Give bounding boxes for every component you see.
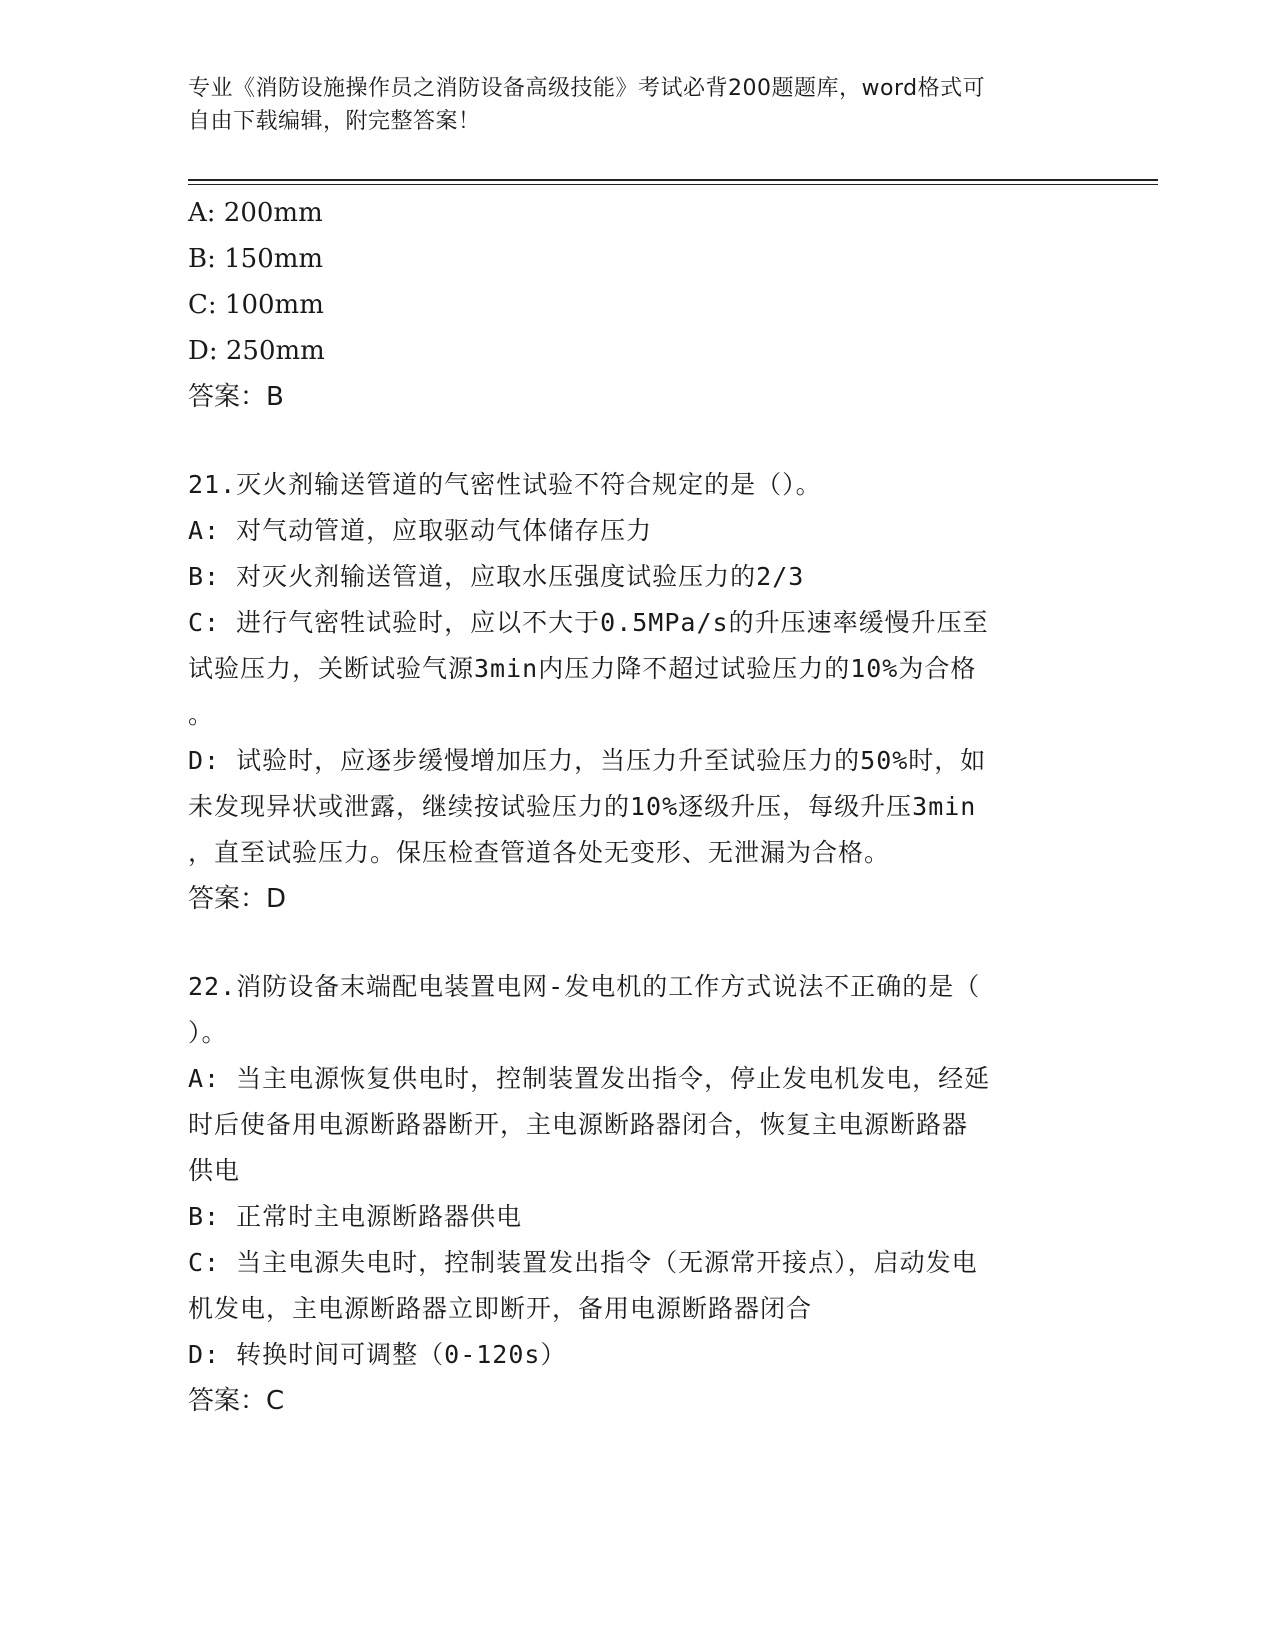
option-a-line-1: A: 当主电源恢复供电时，控制装置发出指令，停止发电机发电，经延 (188, 1064, 991, 1093)
spacer (188, 420, 1068, 462)
option-c-line-3: 。 (188, 700, 215, 729)
option-c: C: 100mm (188, 290, 324, 320)
document-header (188, 72, 1068, 138)
option-a-line-2: 时后使备用电源断路器断开，主电源断路器闭合，恢复主电源断路器 (188, 1110, 969, 1139)
answer-line: 答案：C (188, 1386, 285, 1416)
option-a: A: 200mm (188, 198, 323, 228)
option-b: B: 对灭火剂输送管道，应取水压强度试验压力的2/3 (188, 562, 805, 591)
question-21 (188, 462, 1068, 922)
option-d-line-3: ，直至试验压力。保压检查管道各处无变形、无泄漏为合格。 (188, 838, 891, 867)
header-divider-thick (188, 179, 1158, 181)
option-d-line-1: D: 试验时，应逐步缓慢增加压力，当压力升至试验压力的50%时，如 (188, 746, 987, 775)
option-a-line-3: 供电 (188, 1156, 241, 1185)
answer-line: 答案：B (188, 382, 284, 412)
header-title-line-2: 自由下载编辑，附完整答案！ (188, 109, 481, 134)
question-22 (188, 964, 1068, 1424)
option-c-line-1: C: 当主电源失电时，控制装置发出指令（无源常开接点），启动发电 (188, 1248, 978, 1277)
question-text-line-1: 22.消防设备末端配电装置电网-发电机的工作方式说法不正确的是（ (188, 972, 981, 1001)
question-text-line-2: ）。 (188, 1018, 228, 1047)
option-c-line-2: 试验压力，关断试验气源3min内压力降不超过试验压力的10%为合格 (188, 654, 977, 683)
question-text: 21.灭火剂输送管道的气密性试验不符合规定的是（）。 (188, 470, 822, 499)
option-a: A: 对气动管道，应取驱动气体储存压力 (188, 516, 653, 545)
option-d: D: 250mm (188, 336, 325, 366)
answer-line: 答案：D (188, 884, 287, 914)
option-b: B: 150mm (188, 244, 324, 274)
option-d: D: 转换时间可调整（0-120s） (188, 1340, 567, 1369)
option-b: B: 正常时主电源断路器供电 (188, 1202, 523, 1231)
document-body (188, 190, 1068, 1424)
spacer (188, 922, 1068, 964)
question-20-options (188, 190, 1068, 420)
option-c-line-2: 机发电，主电源断路器立即断开，备用电源断路器闭合 (188, 1294, 813, 1323)
option-d-line-2: 未发现异状或泄露，继续按试验压力的10%逐级升压，每级升压3min (188, 792, 977, 821)
header-divider-thin (188, 184, 1158, 185)
option-c-line-1: C: 进行气密牲试验时，应以不大于0.5MPa/s的升压速率缓慢升压至 (188, 608, 989, 637)
header-title-line-1: 专业《消防设施操作员之消防设备高级技能》考试必背200题题库，word格式可 (188, 76, 986, 101)
